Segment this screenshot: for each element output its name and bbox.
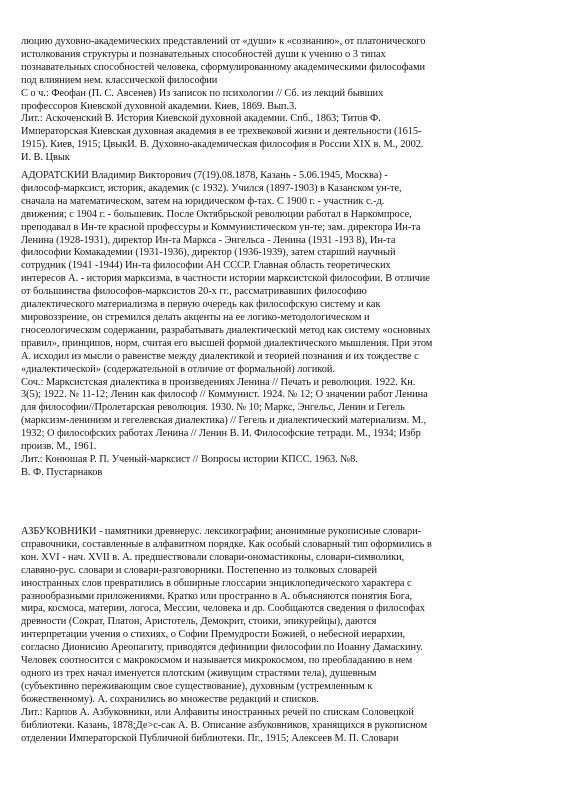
text-line: божественному). А. сохранились во множестве редакций и списков. [21,693,319,705]
text-line: славяно-рус. словари и словари-разговорники. Постепенно из толковых словарей [21,564,378,576]
text-line: древности (Сократ, Платон, Аристотель, Демокрит, стоики, эпикурейцы), даются [21,616,377,628]
text-line: 3(5); 1922. № 11-12; Ленин как философ // Коммунист. 1924. № 12; О значении работ Ленина [21,389,428,401]
text-line: согласно Дионисию Ареопагиту, приводятся дефиниции философии по Иоанну Дамаскину. [21,642,423,654]
text-line: интерпретации учения о стихиях, о Софии Премудрости Божией, о небесной иерархии, [21,629,406,641]
text-line: истолкования структуры и познавательных способностей души к учению о 3 типах [21,48,386,60]
text-line: Соч.: Марксистская диалектика в произведениях Ленина // Печать и революция. 1922. Кн. [21,376,416,388]
text-line: Человек соотносится с макрокосмом и называется микрокосмом, по преобладанию в нем [21,655,413,667]
text-line: разнообразными приложениями. Кратко или пространно в А. объясняются понятия Бога, [21,590,413,602]
text-line: под влиянием нем. классической философии [21,74,218,86]
entry-adoratsky [21,170,543,480]
text-line: Лит.: Аскоченский В. История Киевской духовной академии. Спб., 1863; Титов Ф. [21,113,381,125]
text-line: справочники, составленные в алфавитном порядке. Как особый словарный тип оформились в [21,538,432,550]
text-line: сначала на математическом, затем на юридическом ф-тах. С 1900 г. - участник с.-д. [21,195,385,207]
text-line: (марксизм-ленинизм и гегелевская диалектика) // Гегель и диалектический материализм. М., [21,415,426,427]
text-line: одного из трех начал именуется плотским (живущим страстями тела), душевным [21,667,377,679]
text-line: философии Комакадемии (1931-1936), директор (1936-1939), затем старший научный [21,247,396,259]
text-line: философ-марксист, историк, академик (с 1932). Учился (1897-1903) в Казанском ун-те, [21,182,402,194]
text-line: иностранных слов превратились в обширные глоссарии энциклопедического характера с [21,577,412,589]
text-line: (субъективно переживающим свое существование), духовным (устремленным к [21,680,373,692]
text-line: 1932; О философских работах Ленина // Ленин В. И. Философские тетради. М., 1934; Избр [21,428,421,440]
text-line: Лит.: Конюшая Р. П. Ученый-марксист // Вопросы истории КПСС. 1963. №8. [21,453,358,465]
text-line: Ленина (1928-1931), директор Ин-та Маркса - Энгельса - Ленина (1931 -193 8), Ин-та [21,234,396,246]
continuation-entry [21,36,543,165]
text-line: АЗБУКОВНИКИ - памятники древнерус. лексикографии; анонимные рукописные словари- [21,526,422,537]
text-line: Лит.: Карпов А. Азбуковники, или Алфавиты иностранных речей по спискам Соловецкой [21,706,414,718]
entry-azbukovniki [21,526,543,745]
text-line: движения; с 1904 г. - большевик. После Октябрьской революции работал в Наркомпросе, [21,208,412,220]
text-line: В. Ф. Пустарнаков [21,466,103,478]
text-line: мира, космоса, материи, логоса, Мессии, человека и др. Сообщаются сведения о философах [21,603,425,615]
text-line: преподавал в Ин-те красной профессуры и Коммунистическом ун-те; зам. директора Ин-та [21,221,421,233]
text-line: И. В. Цвык [21,152,70,164]
text-line: диалектического материализма в первую очередь как философскую систему и как [21,299,381,311]
text-line: для философии//Пролетарская революция. 1930. № 10; Маркс, Энгельс, Ленин и Гегель [21,402,405,414]
text-line: 1915). Киев, 1915; ЦвыкИ. В. Духовно-академическая философия в России XIX в. М., 2002. [21,139,424,151]
text-line: библиотеки. Казань, 1878;Де>с-сак А. В. Описание азбуковников, хранящихся в рукописном [21,719,427,731]
text-line: произв. М., 1961. [21,441,97,453]
text-line: люцию духовно-академических представлений от «души» к «сознанию», от платонического [21,36,426,47]
text-line: «диалектической» (содержательной в отличие от формальной) логикой. [21,363,335,375]
text-line: профессоров Киевской духовной академии. Киев, 1869. Вып.3. [21,100,297,112]
text-line: сотрудник (1941 -1944) Ин-та философии АН СССР. Главная область теоретических [21,260,391,272]
text-line: А. исходил из мысли о равенстве между диалектикой и теорией познания и их тождестве с [21,350,419,362]
text-line: мировоззрение, он стремился делать акценты на ее логико-методологическом и [21,311,370,323]
text-line: кон. XVI - нач. XVII в. А. предшествовали словари-ономастиконы, словари-символики, [21,551,405,563]
text-line: познавательных способностей человека, сформулированному академическими философами [21,61,425,73]
text-line: Императорская Киевская духовная академия в ее трехвековой жизни и деятельности (1615- [21,126,422,138]
text-line: гносеологическом содержании, разрабатывать диалектический метод как систему «основных [21,324,431,336]
text-line: АДОРАТСКИЙ Владимир Викторович (7(19).08.1878, Казань - 5.06.1945, Москва) - [21,170,388,181]
text-line: С о ч.: Феофан (П. С. Авсенев) Из записок по психологии // Сб. из лекций бывших [21,87,384,99]
text-line: от большинства философов-марксистов 20-х гг., рассматривавших философию [21,286,367,298]
text-line: отделении Императорской Публичной библиотеки. Пг., 1915; Алексеев М. П. Словари [21,732,399,744]
text-line: правил», принципов, норм, считая его высшей формой диалектического мышления. При этом [21,337,433,349]
text-line: интересов А. - история марксизма, в частности истории марксистской философии. В отличие [21,273,430,285]
